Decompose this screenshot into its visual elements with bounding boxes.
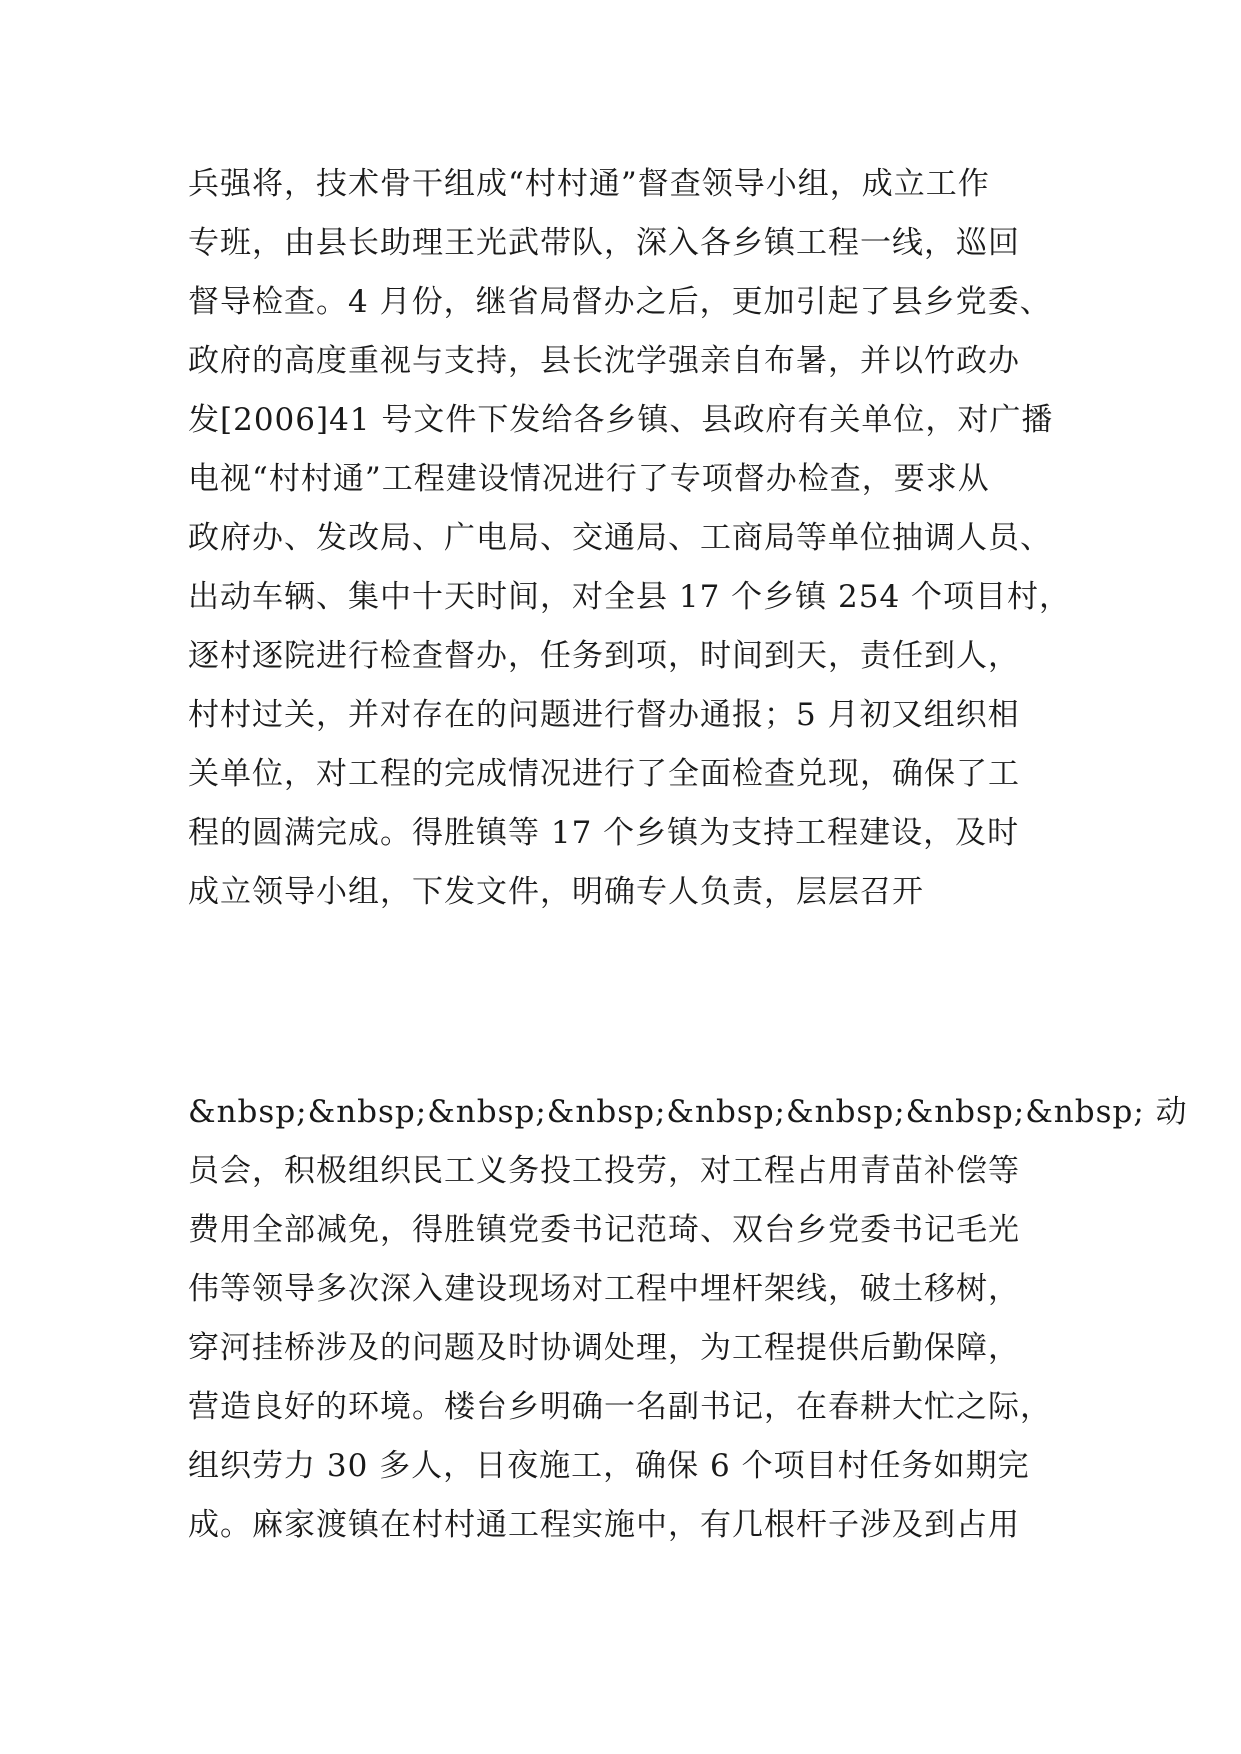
text-line: 电视“村村通”工程建设情况进行了专项督办检查，要求从 [188,461,990,497]
text-line: 营造良好的环境。楼台乡明确一名副书记，在春耕大忙之际， [188,1389,1052,1425]
text-line: 逐村逐院进行检查督办，任务到项，时间到天，责任到人， [188,638,1020,674]
paragraph-1 [188,155,1072,922]
text-line: 成。麻家渡镇在村村通工程实施中，有几根杆子涉及到占用 [188,1507,1020,1543]
text-line: 政府办、发改局、广电局、交通局、工商局等单位抽调人员、 [188,520,1052,556]
text-line: 程的圆满完成。得胜镇等 17 个乡镇为支持工程建设，及时 [188,815,1020,851]
text-line: 出动车辆、集中十天时间，对全县 17 个乡镇 254 个项目村， [188,579,1072,615]
text-line: 员会，积极组织民工义务投工投劳，对工程占用青苗补偿等 [188,1153,1020,1189]
text-line: 村村过关，并对存在的问题进行督办通报；5 月初又组织相 [188,697,1020,733]
text-line: 督导检查。4 月份，继省局督办之后，更加引起了县乡党委、 [188,284,1052,320]
text-line: 兵强将，技术骨干组成“村村通”督查领导小组，成立工作 [188,166,990,202]
text-line: &nbsp;&nbsp;&nbsp;&nbsp;&nbsp;&nbsp;&nbsp;&nbsp; 动 [188,1094,1188,1130]
text-line: 组织劳力 30 多人，日夜施工，确保 6 个项目村任务如期完 [188,1448,1030,1484]
text-line: 费用全部减免，得胜镇党委书记范琦、双台乡党委书记毛光 [188,1212,1020,1248]
text-line: 专班，由县长助理王光武带队，深入各乡镇工程一线，巡回 [188,225,1020,261]
text-line: 关单位，对工程的完成情况进行了全面检查兑现，确保了工 [188,756,1020,792]
text-line: 发[2006]41 号文件下发给各乡镇、县政府有关单位，对广播 [188,402,1054,438]
text-line: 政府的高度重视与支持，县长沈学强亲自布暑，并以竹政办 [188,343,1020,379]
paragraph-2 [188,1083,1188,1555]
text-line: 伟等领导多次深入建设现场对工程中埋杆架线，破土移树， [188,1271,1020,1307]
text-line: 成立领导小组，下发文件，明确专人负责，层层召开 [188,874,924,910]
text-line: 穿河挂桥涉及的问题及时协调处理，为工程提供后勤保障， [188,1330,1020,1366]
